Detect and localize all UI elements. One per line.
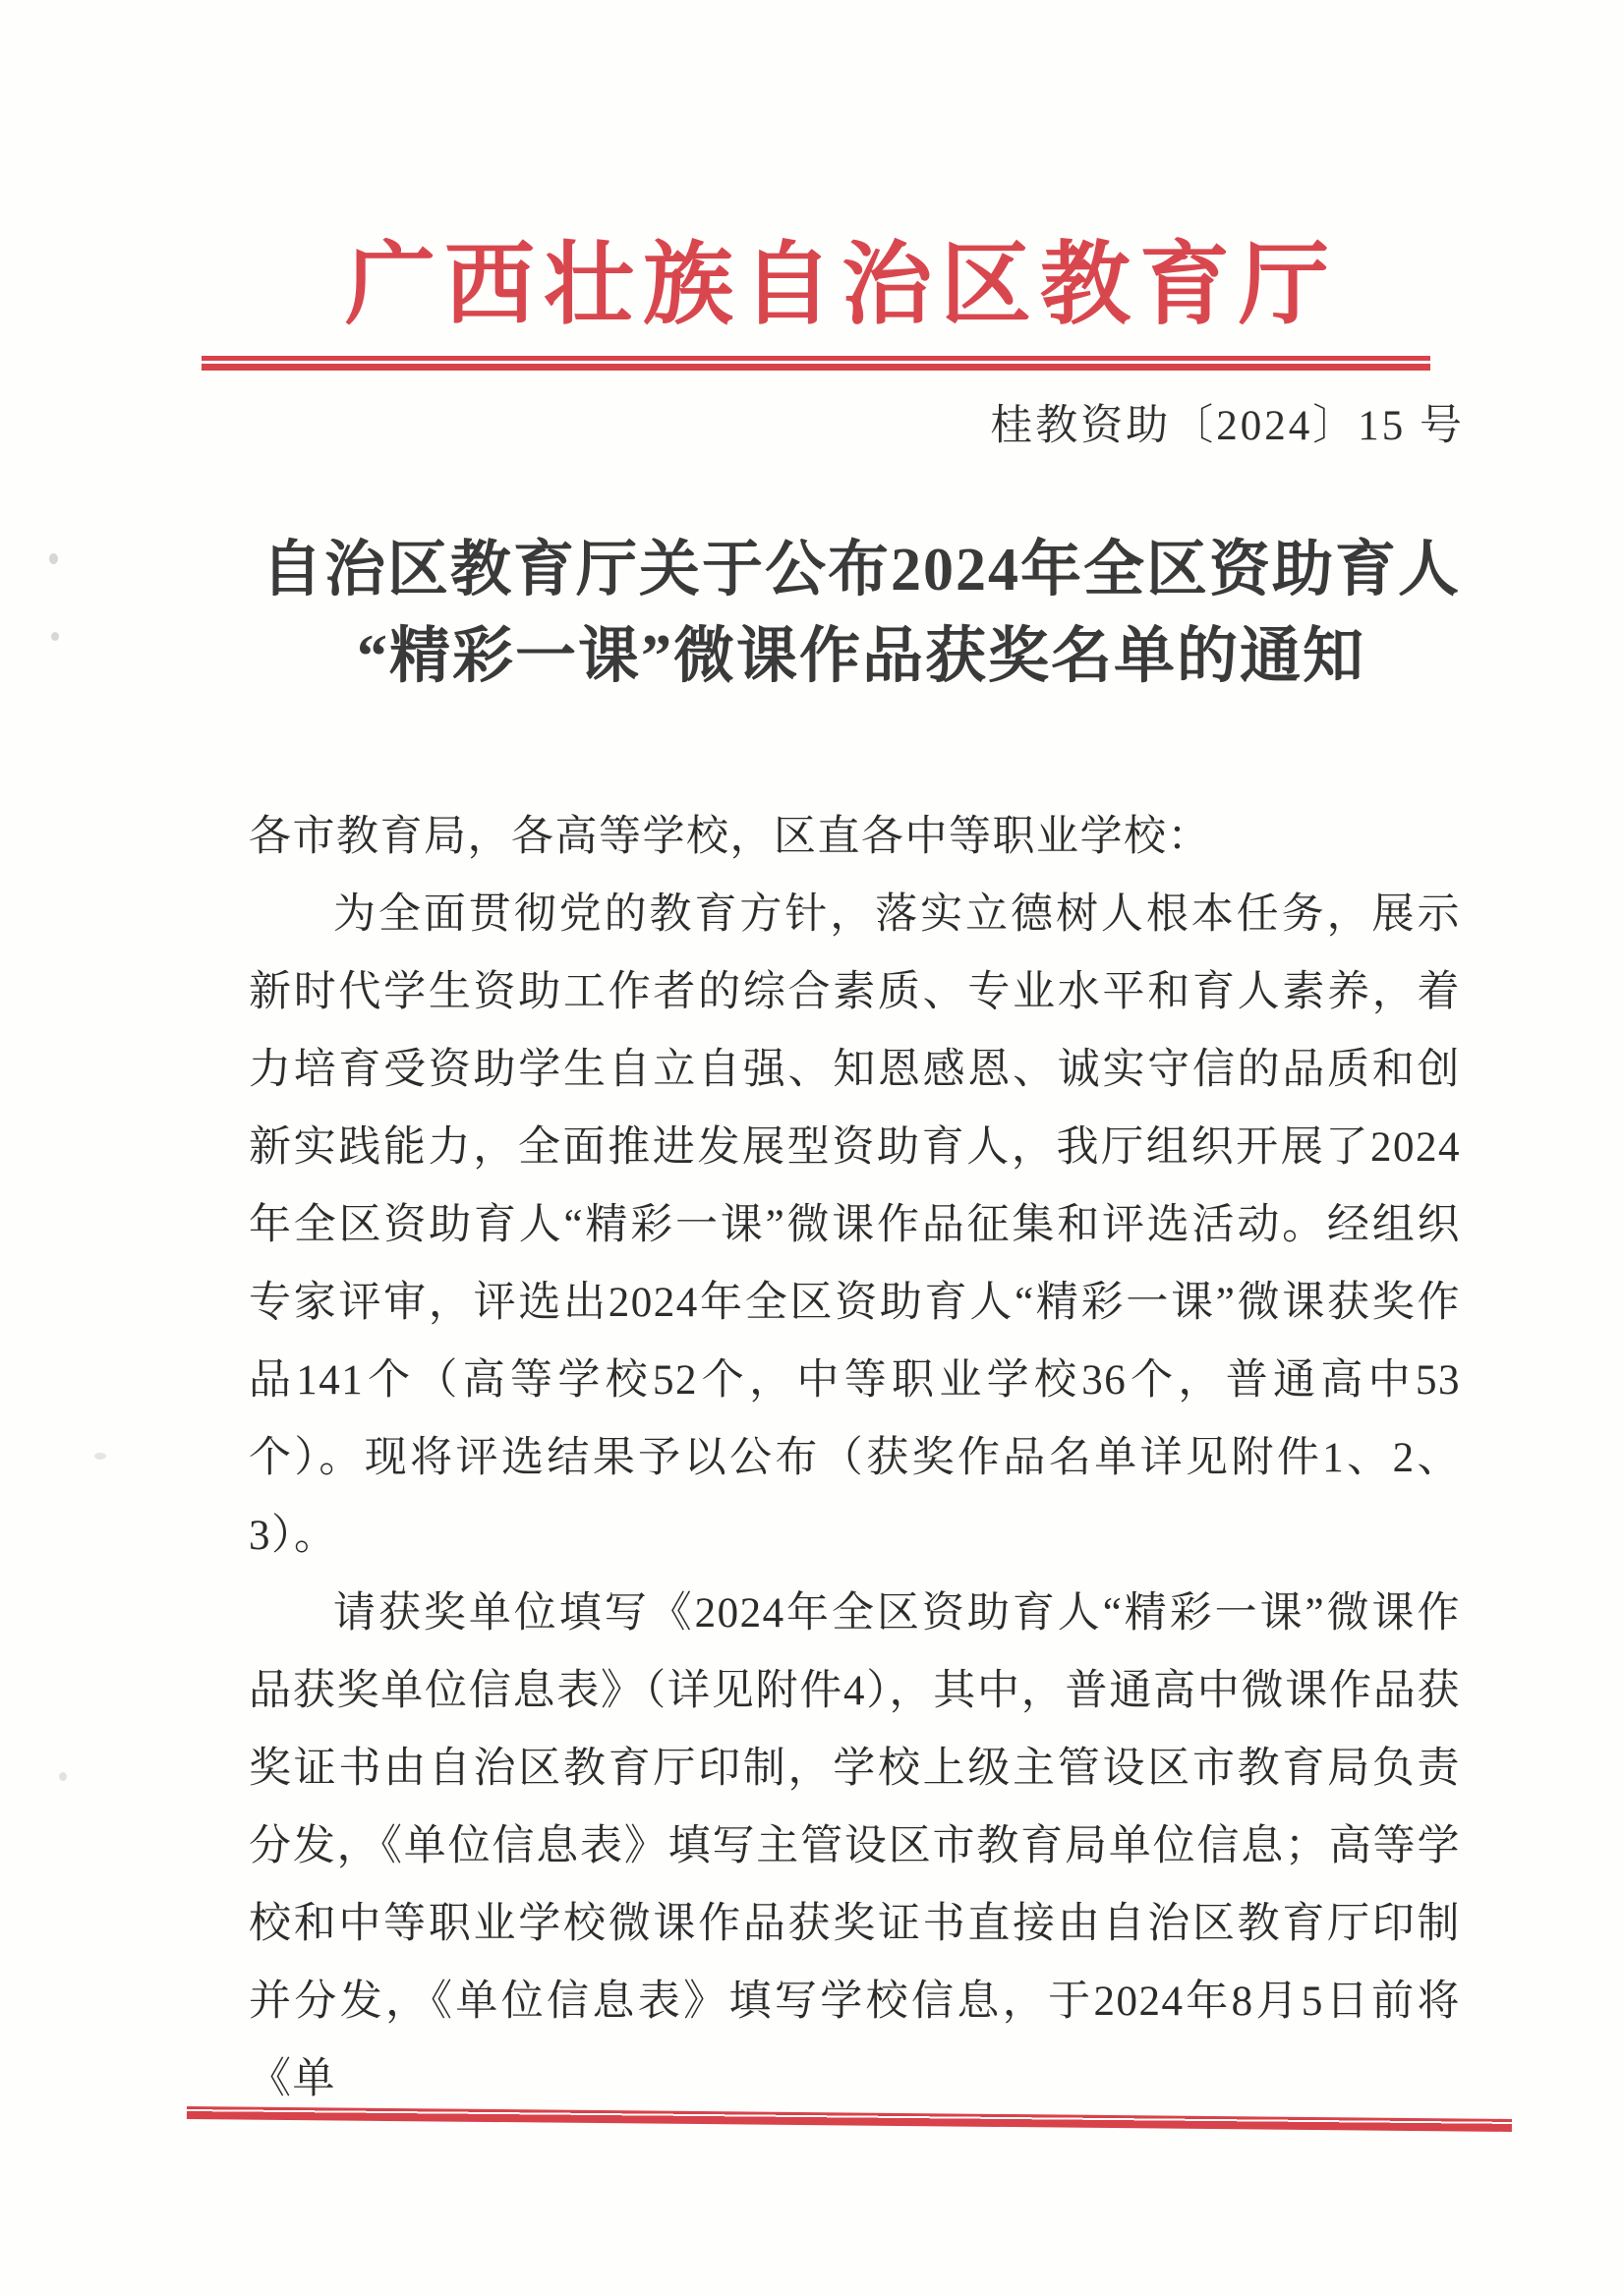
scan-speck: [51, 632, 59, 641]
notice-title-line-2: “精彩一课”微课作品获奖名单的通知: [356, 623, 1365, 690]
scan-speck: [49, 553, 58, 564]
header-divider-rule: [202, 356, 1430, 371]
notice-title: [98, 527, 1624, 700]
scan-speck: [59, 1772, 67, 1781]
body-paragraph-1: 为全面贯彻党的教育方针，落实立德树人根本任务，展示新时代学生资助工作者的综合素质、专业水平和育人素养，着力培育受资助学生自立自强、知恩感恩、诚实守信的品质和创新实践能力，全面推进发展型资助育人，我厅组织开展了2024年全区资助育人“精彩一课”微课作品征集和评选活动。经组织专家评审，评选出2024年全区资助育人“精彩一课”微课获奖作品141个（高等学校52个，中等职业学校36个，普通高中53个）。现将评选结果予以公布（获奖作品名单详见附件1、2、3）。: [249, 891, 1461, 1559]
salutation-line: 各市教育局，各高等学校，区直各中等职业学校：: [249, 814, 1211, 860]
issuing-agency-name: 广西壮族自治区教育厅: [344, 235, 1338, 335]
document-number: 桂教资助〔2024〕15 号: [990, 403, 1465, 449]
notice-body: [249, 798, 1461, 2118]
body-paragraph-2: 请获奖单位填写《2024年全区资助育人“精彩一课”微课作品获奖单位信息表》（详见附件4），其中，普通高中微课作品获奖证书由自治区教育厅印制，学校上级主管设区市教育局负责分发，《单位信息表》填写主管设区市教育局单位信息；高等学校和中等职业学校微课作品获奖证书直接由自治区教育厅印制并分发，《单位信息表》填写学校信息，于2024年8月5日前将《单: [249, 1590, 1461, 2102]
scan-speck: [94, 1453, 106, 1460]
notice-title-line-1: 自治区教育厅关于公布2024年全区资助育人: [261, 537, 1461, 603]
